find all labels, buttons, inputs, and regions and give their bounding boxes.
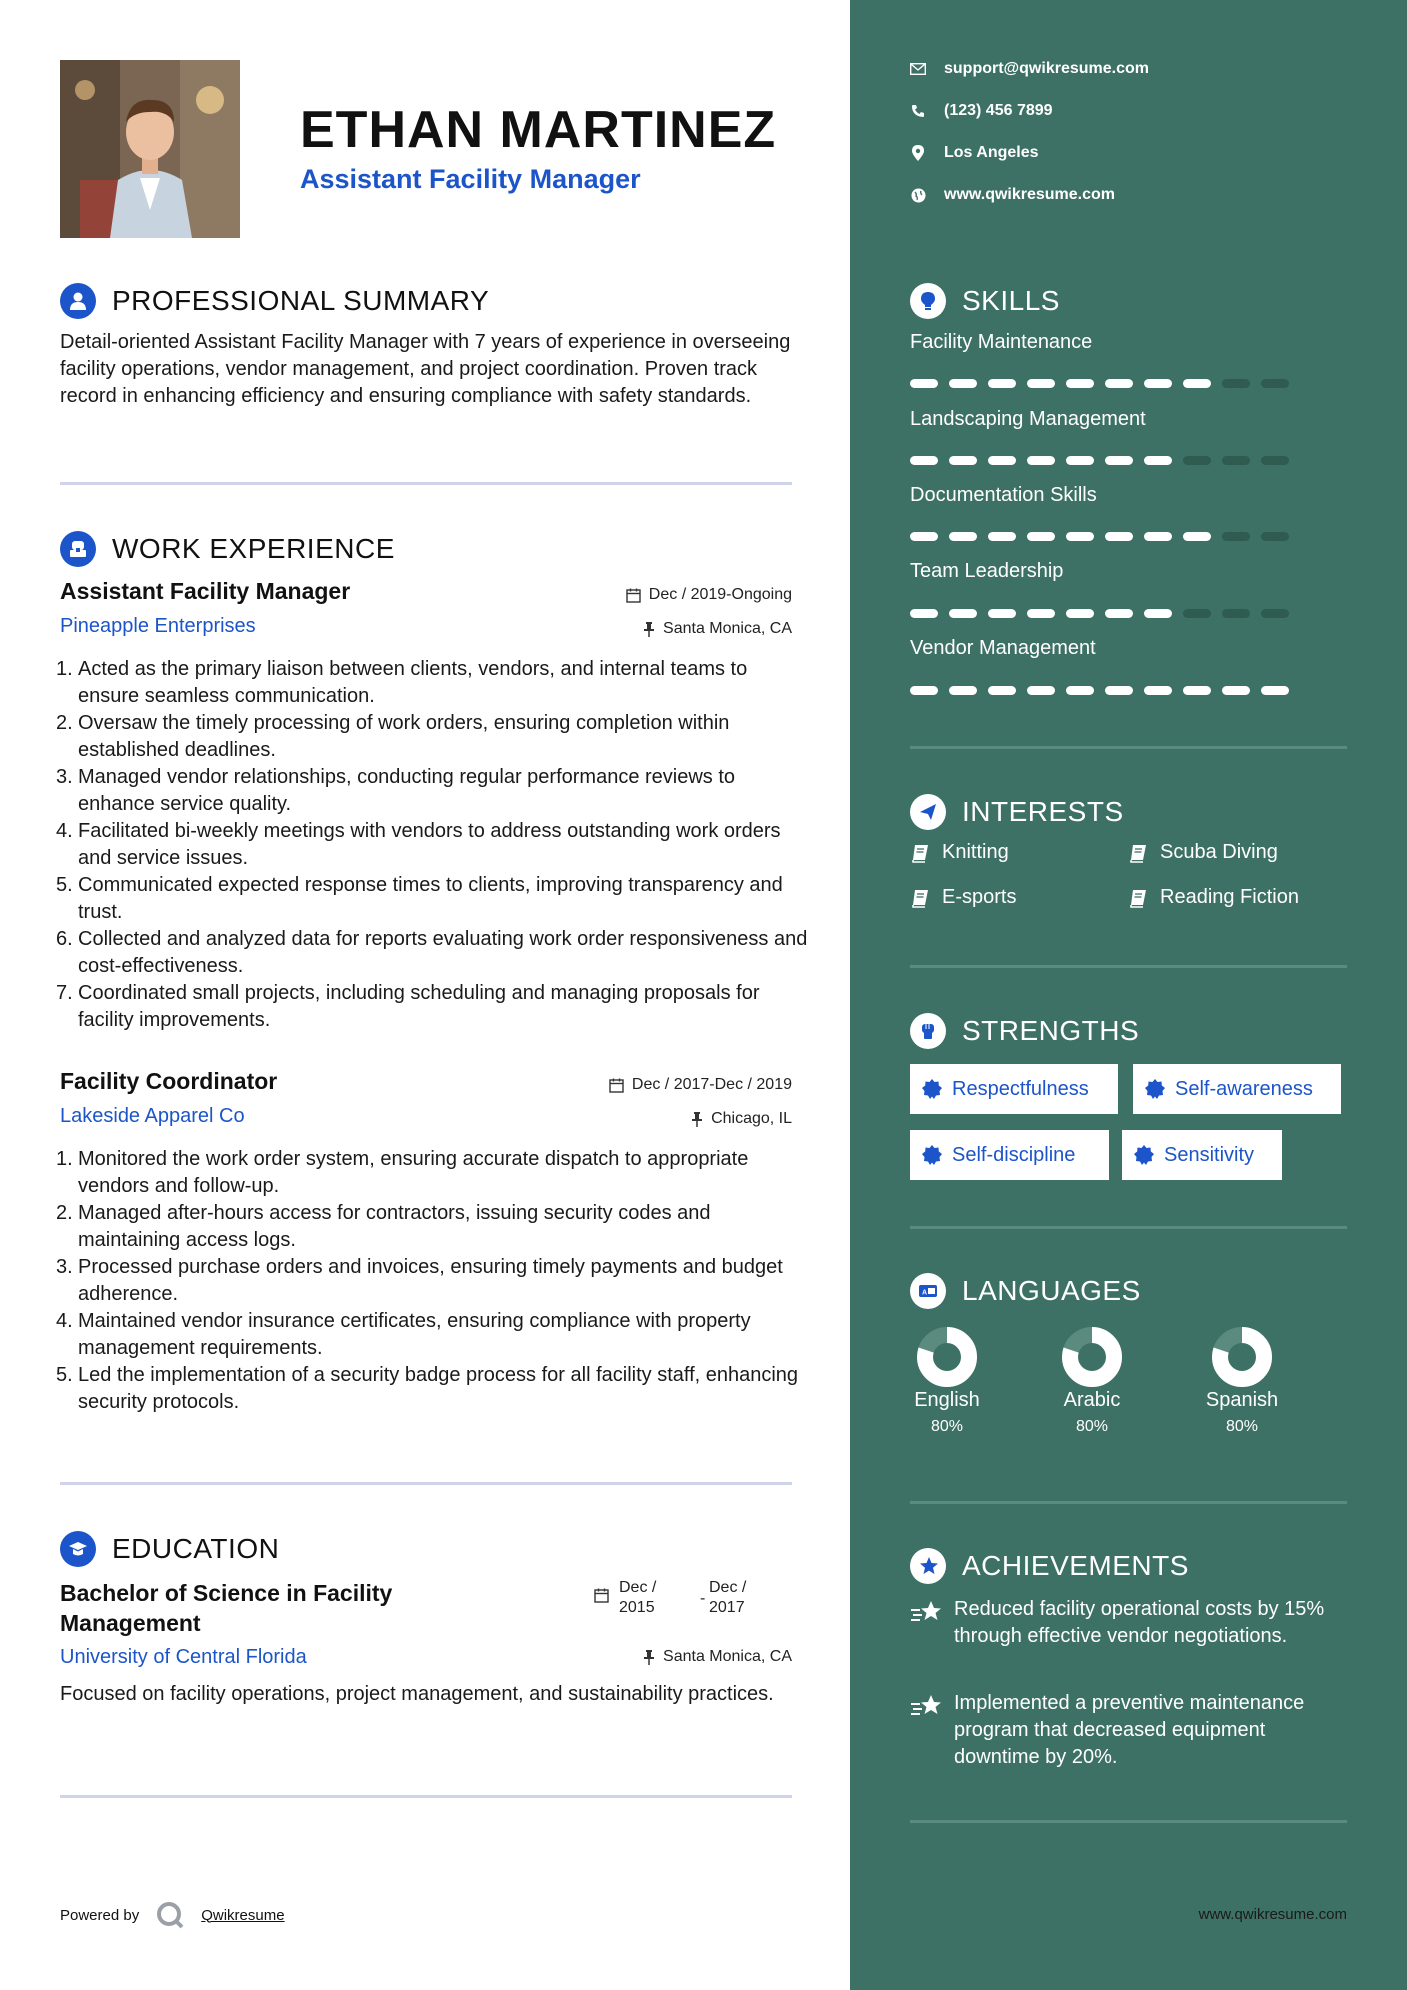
job-duties [56, 1146, 808, 1416]
badge-icon [1145, 1079, 1165, 1099]
job-location-text: Santa Monica, CA [663, 620, 792, 637]
skill-segment [1222, 609, 1250, 618]
skill-level-bar [910, 609, 1289, 618]
book-icon [910, 843, 930, 863]
education-start-date: Dec / 2015 [619, 1579, 657, 1616]
section-divider [910, 1820, 1347, 1823]
section-divider [60, 1482, 792, 1485]
skill-segment [1144, 686, 1172, 695]
pin-icon [643, 1650, 655, 1665]
summary-heading-text: PROFESSIONAL SUMMARY [112, 285, 490, 316]
education-heading [60, 1531, 279, 1567]
fist-icon [910, 1013, 946, 1049]
graduation-cap-icon [60, 1531, 96, 1567]
candidate-title: Assistant Facility Manager [300, 164, 641, 194]
lightbulb-icon [910, 283, 946, 319]
education-date-icon [594, 1588, 609, 1603]
language-item [1202, 1325, 1282, 1436]
skill-segment [1066, 609, 1094, 618]
strength-tag: Self-discipline [910, 1130, 1109, 1180]
strengths-heading-text: STRENGTHS [962, 1015, 1140, 1046]
skill-segment [1105, 686, 1133, 695]
education-end-date: Dec / 2017 [709, 1579, 747, 1616]
calendar-icon [594, 1588, 609, 1603]
skill-segment [1222, 456, 1250, 465]
section-divider [910, 965, 1347, 968]
skill-segment [1222, 532, 1250, 541]
skill-segment [1261, 456, 1289, 465]
language-percent: 80% [1225, 1418, 1259, 1435]
language-percent: 80% [930, 1418, 964, 1435]
skill-segment [1144, 379, 1172, 388]
skill-name: Facility Maintenance [910, 331, 1093, 353]
list-item: 1. Acted as the primary liaison between clients, vendors, and internal teams to ensure seamless communication. [56, 658, 748, 707]
skill-segment [949, 609, 977, 618]
skill-segment [1261, 686, 1289, 695]
skill-segment [949, 379, 977, 388]
language-donut [1210, 1325, 1274, 1389]
interests-heading-text: INTERESTS [962, 796, 1124, 827]
powered-by-text: Powered by [60, 1906, 140, 1924]
language-donut [915, 1325, 979, 1389]
pin-icon [691, 1112, 703, 1127]
skill-level-bar [910, 532, 1289, 541]
skill-segment [1027, 609, 1055, 618]
experience-heading-text: WORK EXPERIENCE [112, 533, 395, 564]
skill-segment [1066, 379, 1094, 388]
section-divider [910, 1226, 1347, 1229]
skill-segment [1261, 609, 1289, 618]
job-title: Facility Coordinator [60, 1068, 278, 1094]
badge-icon [922, 1145, 942, 1165]
skill-name: Vendor Management [910, 637, 1096, 659]
job-title: Assistant Facility Manager [60, 578, 351, 604]
languages-heading-text: LANGUAGES [962, 1275, 1141, 1306]
job-duties [56, 656, 808, 1034]
contact-phone[interactable]: (123) 456 7899 [910, 102, 1053, 120]
interest-item: Knitting [910, 841, 1009, 864]
list-item: 1. Monitored the work order system, ensuring accurate dispatch to appropriate vendors and follow-up. [56, 1148, 749, 1197]
calendar-icon [609, 1078, 624, 1093]
job-location [691, 1110, 792, 1128]
skill-name: Landscaping Management [910, 408, 1146, 430]
skill-segment [1066, 686, 1094, 695]
list-item: 4. Maintained vendor insurance certificates, ensuring compliance with property management requirements. [56, 1310, 751, 1359]
languages-heading [910, 1273, 1141, 1309]
book-icon [1128, 843, 1148, 863]
degree-line-2: Management [60, 1610, 201, 1636]
language-donut [1060, 1325, 1124, 1389]
education-location [643, 1648, 792, 1666]
skill-segment [949, 456, 977, 465]
education-heading-text: EDUCATION [112, 1533, 280, 1564]
skill-segment [1027, 379, 1055, 388]
pin-icon [643, 622, 655, 637]
strengths-heading [910, 1013, 1139, 1049]
qwikresume-logo-icon [155, 1900, 185, 1930]
list-item: 3. Processed purchase orders and invoices, ensuring timely payments and budget adherence. [56, 1256, 783, 1305]
candidate-name: ETHAN MARTINEZ [300, 101, 777, 159]
skill-segment [1066, 456, 1094, 465]
experience-heading [60, 531, 395, 567]
skills-heading [910, 283, 1060, 319]
strength-tag: Sensitivity [1122, 1130, 1282, 1180]
interests-heading [910, 794, 1124, 830]
company-name: Pineapple Enterprises [60, 615, 256, 637]
skill-segment [1261, 532, 1289, 541]
sidebar [850, 0, 1407, 1990]
skill-segment [988, 379, 1016, 388]
calendar-icon [626, 588, 641, 603]
skill-segment [1183, 609, 1211, 618]
language-name: Spanish [1205, 1389, 1279, 1411]
footer-powered-by [60, 1900, 285, 1930]
contact-location: Los Angeles [910, 144, 1039, 162]
skill-segment [1066, 532, 1094, 541]
contact-website[interactable]: www.qwikresume.com [910, 186, 1115, 204]
achievement-item: Reduced facility operational costs by 15% through effective vendor negotiations. [910, 1596, 1350, 1650]
book-icon [910, 888, 930, 908]
skills-heading-text: SKILLS [962, 285, 1060, 316]
skill-segment [1027, 686, 1055, 695]
list-item: 5. Communicated expected response times to clients, improving transparency and trust. [56, 874, 783, 923]
section-divider [910, 1501, 1347, 1504]
language-item [1055, 1325, 1129, 1436]
skill-segment [910, 532, 938, 541]
skill-segment [1027, 456, 1055, 465]
language-name: Arabic [1063, 1389, 1121, 1411]
skill-name: Team Leadership [910, 560, 1064, 582]
language-name: English [914, 1389, 980, 1411]
skill-segment [1105, 609, 1133, 618]
job-date [609, 1076, 792, 1094]
skill-segment [1183, 456, 1211, 465]
interest-item: Reading Fiction [1128, 886, 1299, 909]
skill-segment [1183, 379, 1211, 388]
skill-segment [949, 532, 977, 541]
skill-segment [988, 609, 1016, 618]
list-item: 5. Led the implementation of a security badge process for all facility staff, enhancing security protocols. [56, 1364, 799, 1413]
job-date-text: Dec / 2019-Ongoing [648, 586, 792, 603]
skill-segment [910, 456, 938, 465]
skill-segment [1261, 379, 1289, 388]
education-location-text: Santa Monica, CA [663, 1648, 792, 1665]
skill-segment [1105, 379, 1133, 388]
summary-heading [60, 283, 489, 319]
section-divider [60, 482, 792, 485]
skill-segment [1144, 609, 1172, 618]
phone-icon [910, 103, 926, 119]
skill-segment [1144, 456, 1172, 465]
briefcase-icon [60, 531, 96, 567]
achievement-item: Implemented a preventive maintenance program that decreased equipment downtime by 20%. [910, 1690, 1350, 1771]
book-icon [1128, 888, 1148, 908]
interest-item: E-sports [910, 886, 1016, 909]
achievements-heading [910, 1548, 1189, 1584]
language-percent: 80% [1075, 1418, 1109, 1435]
paper-plane-icon [910, 794, 946, 830]
skill-level-bar [910, 379, 1289, 388]
map-marker-icon [910, 145, 926, 161]
job-date [626, 586, 792, 604]
skill-segment [1222, 686, 1250, 695]
badge-icon [922, 1079, 942, 1099]
contact-email[interactable]: support@qwikresume.com [910, 60, 1149, 78]
interest-item: Scuba Diving [1128, 841, 1278, 864]
language-item [910, 1325, 984, 1436]
skill-segment [910, 379, 938, 388]
degree-line-1: Bachelor of Science in Facility [60, 1580, 393, 1606]
job-location-text: Chicago, IL [711, 1110, 792, 1127]
qwikresume-link[interactable]: Qwikresume [201, 1906, 285, 1924]
skill-segment [1183, 532, 1211, 541]
skill-segment [1027, 532, 1055, 541]
skill-segment [988, 532, 1016, 541]
globe-icon [910, 187, 926, 203]
star-icon [910, 1548, 946, 1584]
section-divider [910, 746, 1347, 749]
degree-title [60, 1578, 392, 1638]
footer-site[interactable]: www.qwikresume.com [1198, 1906, 1347, 1923]
list-item: 4. Facilitated bi-weekly meetings with vendors to address outstanding work orders and service issues. [56, 820, 781, 869]
skill-segment [1105, 456, 1133, 465]
skill-name: Documentation Skills [910, 484, 1097, 506]
skill-segment [988, 686, 1016, 695]
badge-icon [1134, 1145, 1154, 1165]
strength-tag: Self-awareness [1133, 1064, 1341, 1114]
list-item: 7. Coordinated small projects, including scheduling and managing proposals for facility improvements. [56, 982, 760, 1031]
company-name: Lakeside Apparel Co [60, 1105, 245, 1127]
user-icon [60, 283, 96, 319]
list-item: 2. Managed after-hours access for contractors, issuing security codes and maintaining access logs. [56, 1202, 711, 1251]
envelope-icon [910, 61, 926, 77]
job-date-text: Dec / 2017-Dec / 2019 [631, 1076, 792, 1093]
job-location [643, 620, 792, 638]
summary-text: Detail-oriented Assistant Facility Manager with 7 years of experience in overseeing facility operations, vendor management, and project coordination. Proven track record in enhancing efficiency and ensuring compliance with safety standards. [60, 331, 791, 407]
education-date-dash: - [700, 1590, 706, 1607]
skill-segment [1105, 532, 1133, 541]
shooting-star-icon [910, 1692, 944, 1722]
skill-segment [910, 609, 938, 618]
skill-segment [910, 686, 938, 695]
achievements-heading-text: ACHIEVEMENTS [962, 1550, 1189, 1581]
list-item: 6. Collected and analyzed data for reports evaluating work order responsiveness and cost-effectiveness. [56, 928, 808, 977]
translate-icon [910, 1273, 946, 1309]
skill-segment [1144, 532, 1172, 541]
skill-level-bar [910, 686, 1289, 695]
list-item: 2. Oversaw the timely processing of work orders, ensuring completion within established deadlines. [56, 712, 730, 761]
education-description: Focused on facility operations, project management, and sustainability practices. [60, 1683, 774, 1705]
school-name: University of Central Florida [60, 1646, 307, 1668]
list-item: 3. Managed vendor relationships, conducting regular performance reviews to enhance service quality. [56, 766, 736, 815]
skill-segment [1183, 686, 1211, 695]
strength-tag: Respectfulness [910, 1064, 1118, 1114]
section-divider [60, 1795, 792, 1798]
skill-segment [1222, 379, 1250, 388]
svg-text:A: A [922, 1289, 928, 1297]
skill-level-bar [910, 456, 1289, 465]
profile-photo [60, 60, 240, 238]
skill-segment [988, 456, 1016, 465]
shooting-star-icon [910, 1598, 944, 1628]
skill-segment [949, 686, 977, 695]
